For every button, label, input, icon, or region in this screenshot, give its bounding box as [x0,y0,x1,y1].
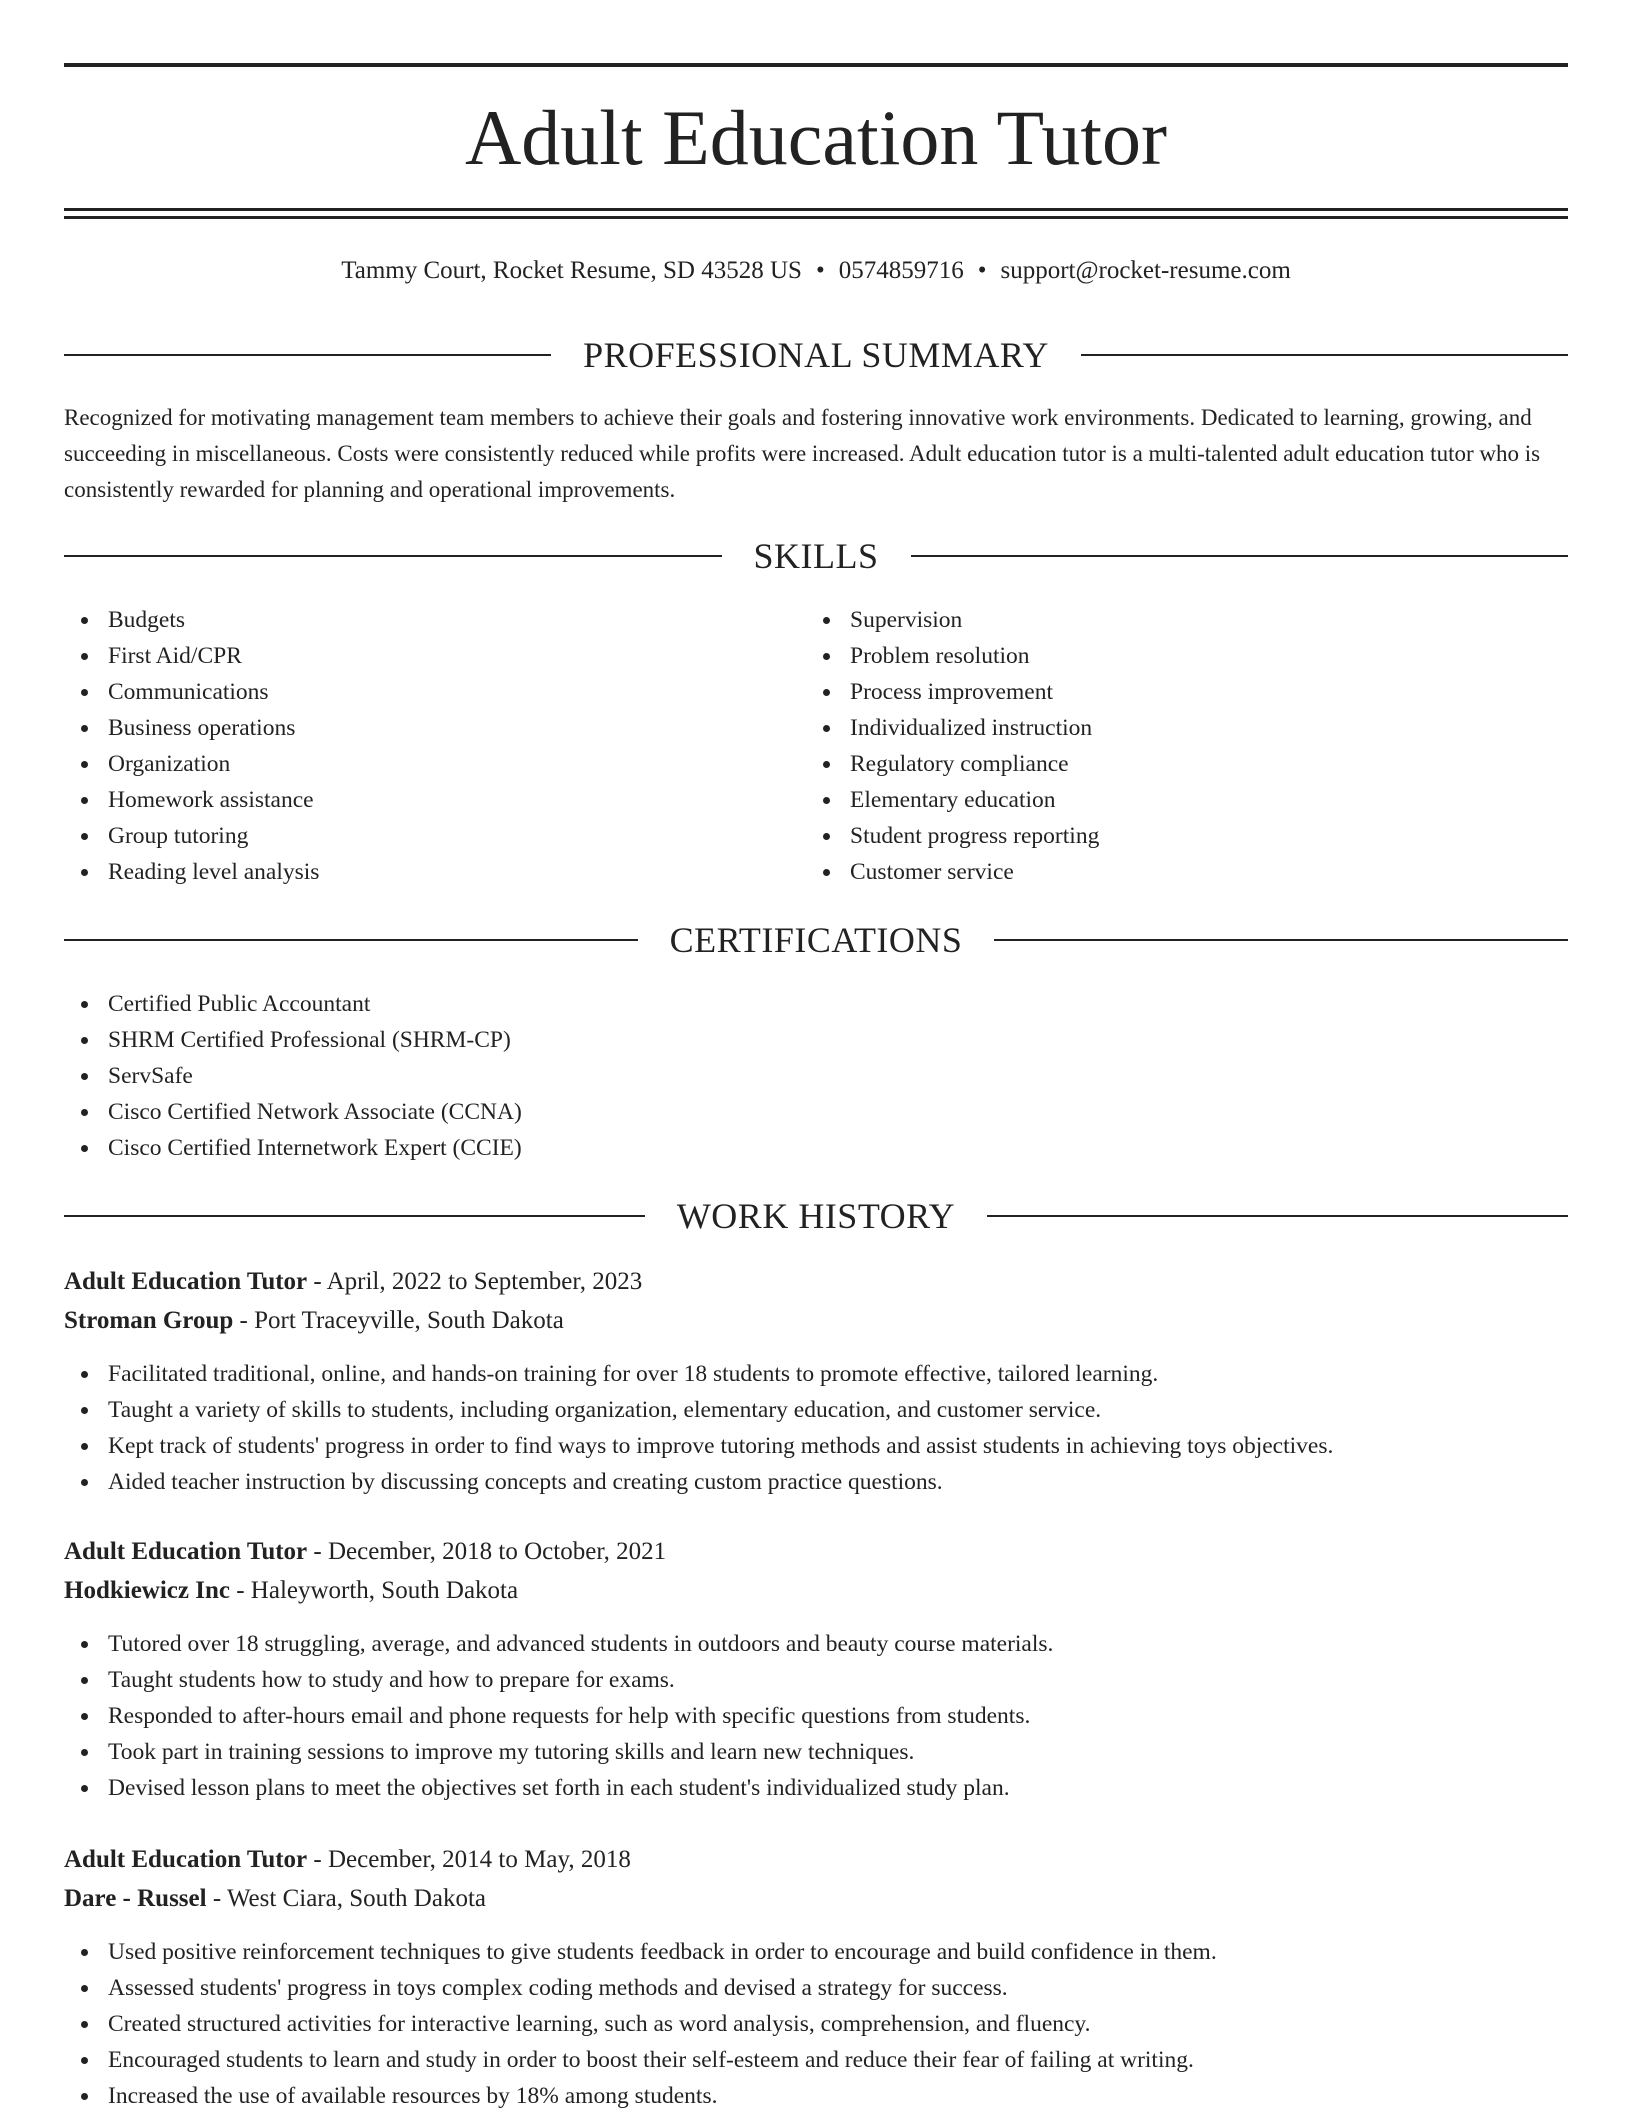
job-duties [64,1626,1568,1806]
contact-address: Tammy Court, Rocket Resume, SD 43528 US [341,257,802,284]
skill-item: Homework assistance [64,782,764,818]
job-duties [64,1356,1568,1500]
job-dates: - April, 2022 to September, 2023 [307,1268,643,1295]
certification-item: SHRM Certified Professional (SHRM-CP) [64,1022,1064,1058]
certification-item: Cisco Certified Internetwork Expert (CCIE) [64,1130,1064,1166]
skill-item: Elementary education [806,782,1506,818]
work-history-heading [64,1194,1568,1238]
job-location: - West Ciara, South Dakota [206,1885,486,1912]
duty-item: Devised lesson plans to meet the objectives set forth in each student's individualized study plan. [64,1770,1568,1806]
duty-item: Facilitated traditional, online, and hands-on training for over 18 students to promote effective, tailored learning. [64,1356,1568,1392]
skill-item: Organization [64,746,764,782]
summary-text: Recognized for motivating management team members to achieve their goals and fostering innovative work environments. Dedicated to learning, growing, and succeeding in miscellaneous. Costs were consistently reduced while profits were increased. Adult education tutor is a multi-talented adult education tutor who is consistently rewarded for planning and operational improvements. [64,405,1541,502]
job-title: Adult Education Tutor [64,1538,308,1565]
contact-phone[interactable]: 0574859716 [838,257,964,284]
skills-heading-label: SKILLS [753,536,879,576]
job-location: - Port Traceyville, South Dakota [233,1307,564,1334]
contact-line [64,254,1568,288]
job-company: Stroman Group [64,1307,234,1334]
heading-rule [994,939,1568,941]
summary-heading-label: PROFESSIONAL SUMMARY [583,335,1049,375]
summary-heading [64,333,1568,377]
skill-item: Reading level analysis [64,854,764,890]
heading-rule [64,555,722,557]
job-company-line [64,1879,1568,1918]
skill-item: Group tutoring [64,818,764,854]
job-company-line [64,1301,1568,1340]
duty-item: Created structured activities for interactive learning, such as word analysis, comprehension, and fluency. [64,2006,1568,2042]
skills-list-right [806,602,1506,890]
duty-item: Used positive reinforcement techniques to give students feedback in order to encourage and build confidence in them. [64,1934,1568,1970]
skill-item: Budgets [64,602,764,638]
duty-item: Aided teacher instruction by discussing concepts and creating custom practice questions. [64,1464,1568,1500]
skills-list-left [64,602,764,890]
skill-item: Student progress reporting [806,818,1506,854]
certification-item: ServSafe [64,1058,1064,1094]
duty-item: Tutored over 18 struggling, average, and advanced students in outdoors and beauty course materials. [64,1626,1568,1662]
heading-rule [64,939,638,941]
job-entry [64,1532,1568,1806]
job-dates: - December, 2014 to May, 2018 [307,1846,631,1873]
skill-item: Business operations [64,710,764,746]
duty-item: Responded to after-hours email and phone requests for help with specific questions from students. [64,1698,1568,1734]
job-duties [64,1934,1568,2114]
heading-rule [64,354,551,356]
job-title-line [64,1840,1568,1879]
job-entry [64,1262,1568,1500]
skills-heading [64,534,1568,578]
job-title-line [64,1532,1568,1571]
job-company-line [64,1571,1568,1610]
work-history-heading-label: WORK HISTORY [676,1196,956,1236]
job-dates: - December, 2018 to October, 2021 [307,1538,667,1565]
skill-item: Regulatory compliance [806,746,1506,782]
certifications-list [64,986,1064,1166]
duty-item: Taught students how to study and how to prepare for exams. [64,1662,1568,1698]
duty-item: Encouraged students to learn and study in order to boost their self-esteem and reduce their fear of failing at writing. [64,2042,1568,2078]
skill-item: Process improvement [806,674,1506,710]
certification-item: Certified Public Accountant [64,986,1064,1022]
duty-item: Assessed students' progress in toys complex coding methods and devised a strategy for success. [64,1970,1568,2006]
contact-email[interactable]: support@rocket-resume.com [1000,257,1291,284]
title-rule-lower [64,216,1568,219]
duty-item: Increased the use of available resources by 18% among students. [64,2078,1568,2114]
job-company: Dare - Russel [64,1885,207,1912]
duty-item: Kept track of students' progress in order to find ways to improve tutoring methods and assist students in achieving toys objectives. [64,1428,1568,1464]
heading-rule [1081,354,1568,356]
skill-item: Individualized instruction [806,710,1506,746]
contact-separator: • [977,257,987,284]
duty-item: Took part in training sessions to improve my tutoring skills and learn new techniques. [64,1734,1568,1770]
job-title: Adult Education Tutor [64,1846,308,1873]
heading-rule [911,555,1569,557]
job-title-line [64,1262,1568,1301]
skill-item: Customer service [806,854,1506,890]
job-title: Adult Education Tutor [64,1268,308,1295]
job-location: - Haleyworth, South Dakota [229,1577,519,1604]
certifications-heading-label: CERTIFICATIONS [669,920,963,960]
top-rule [64,63,1568,67]
job-entry [64,1840,1568,2114]
resume-title: Adult Education Tutor [464,94,1168,181]
duty-item: Taught a variety of skills to students, including organization, elementary education, and customer service. [64,1392,1568,1428]
certifications-heading [64,918,1568,962]
skill-item: Communications [64,674,764,710]
skill-item: Problem resolution [806,638,1506,674]
contact-separator: • [815,257,825,284]
job-company: Hodkiewicz Inc [64,1577,230,1604]
skill-item: Supervision [806,602,1506,638]
heading-rule [987,1215,1568,1217]
skill-item: First Aid/CPR [64,638,764,674]
certification-item: Cisco Certified Network Associate (CCNA) [64,1094,1064,1130]
heading-rule [64,1215,645,1217]
title-rule-upper [64,208,1568,211]
